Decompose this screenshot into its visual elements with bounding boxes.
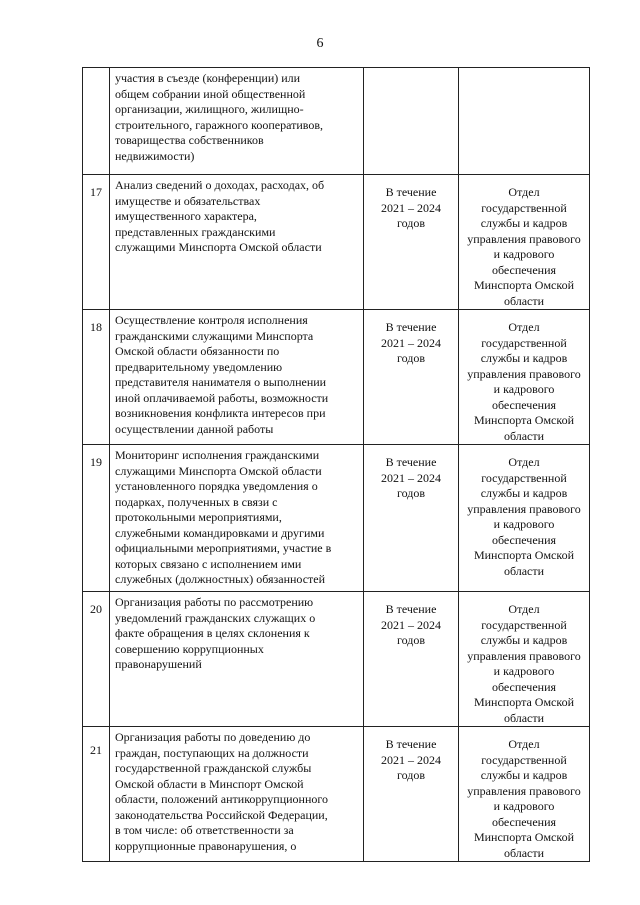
row-number-cell: 21 [83,727,110,862]
responsible-cell [459,68,590,175]
action-cell [110,727,364,862]
page-number: 6 [316,36,324,51]
responsible-cell [459,445,590,592]
row-number-cell: 19 [83,445,110,592]
row-number-cell [83,68,110,175]
responsible-text: Отдел государственной службы и кадров управления правового и кадрового обеспечения Минспорта Омской области [467,185,581,308]
table-row [83,175,590,310]
responsible-text: Отдел государственной службы и кадров управления правового и кадрового обеспечения Минспорта Омской области [467,455,581,578]
action-text: участия в съезде (конференции) или общем собрании иной общественной организации, жилищного, жилищно- строительного, гаражного кооперативов, товарищества собственников недвижимости) [115,71,324,163]
responsible-text: Отдел государственной службы и кадров управления правового и кадрового обеспечения Минспорта Омской области [467,602,581,725]
term-cell [364,310,459,445]
term-text: В течение 2021 – 2024 годов [381,602,441,647]
term-cell [364,175,459,310]
action-cell [110,175,364,310]
measures-table [82,67,590,862]
term-cell [364,445,459,592]
term-cell [364,727,459,862]
action-text: Организация работы по доведению до граждан, поступающих на должности государственной гражданской службы Омской области в Минспорт Омской области, положений антикоррупционного законодательства Российской Федерации, в том числе: об ответственности за коррупционные правонарушения, о [115,730,328,853]
row-number-cell: 18 [83,310,110,445]
action-cell [110,592,364,727]
table-row [83,68,590,175]
term-cell [364,592,459,727]
term-text: В течение 2021 – 2024 годов [381,737,441,782]
responsible-text: Отдел государственной службы и кадров управления правового и кадрового обеспечения Минспорта Омской области [467,737,581,860]
row-number-cell: 20 [83,592,110,727]
responsible-cell [459,727,590,862]
action-cell [110,445,364,592]
term-text: В течение 2021 – 2024 годов [381,320,441,365]
table-row [83,727,590,862]
action-text: Анализ сведений о доходах, расходах, об имуществе и обязательствах имущественного характера, представленных гражданскими служащими Минспорта Омской области [115,178,325,254]
table-row [83,592,590,727]
action-text: Мониторинг исполнения гражданскими служащими Минспорта Омской области установленного порядка уведомления о подарках, полученных в связи с протокольными мероприятиями, служебными командировками и другими официальными мероприятиями, участие в которых связано с исполнением ими служебных (должностных) обязанностей [115,448,332,586]
term-text: В течение 2021 – 2024 годов [381,185,441,230]
responsible-cell [459,310,590,445]
table-row [83,310,590,445]
term-text: В течение 2021 – 2024 годов [381,455,441,500]
responsible-cell [459,175,590,310]
action-text: Осуществление контроля исполнения гражданскими служащими Минспорта Омской области обязанности по предварительному уведомлению представителя нанимателя о выполнении иной оплачиваемой работы, возможности возникновения конфликта интересов при осуществлении данной работы [115,313,329,436]
action-cell [110,310,364,445]
responsible-text: Отдел государственной службы и кадров управления правового и кадрового обеспечения Минспорта Омской области [467,320,581,443]
action-cell [110,68,364,175]
responsible-cell [459,592,590,727]
table-row [83,445,590,592]
action-text: Организация работы по рассмотрению уведомлений гражданских служащих о факте обращения в целях склонения к совершению коррупционных правонарушений [115,595,316,671]
row-number-cell: 17 [83,175,110,310]
term-cell [364,68,459,175]
